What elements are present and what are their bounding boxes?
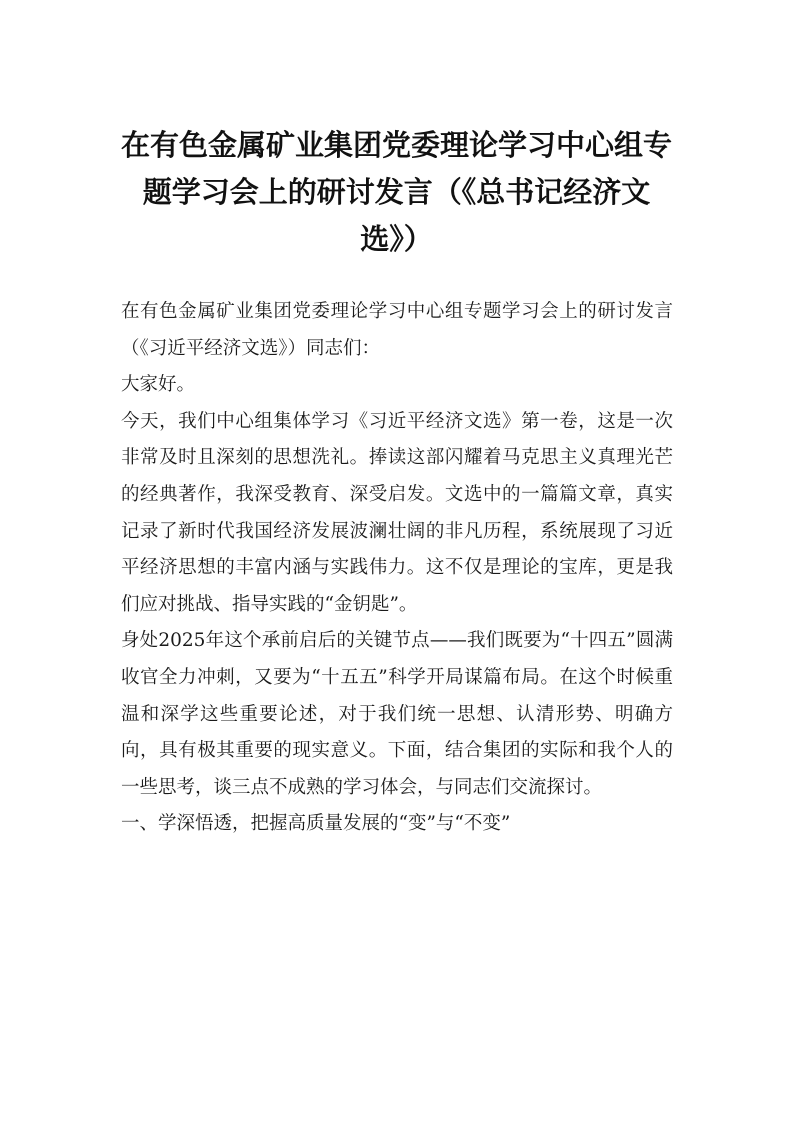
- document-title: 在有色金属矿业集团党委理论学习中心组专题学习会上的研讨发言（《总书记经济文选》）: [120, 128, 672, 256]
- section-heading-1: 一、学深悟透，把握高质量发展的“变”与“不变”: [121, 813, 511, 835]
- paragraph-heading-line: 在有色金属矿业集团党委理论学习中心组专题学习会上的研讨发言（《习近平经济文选》）同志们：: [121, 301, 673, 359]
- paragraph-greeting: 大家好。: [121, 374, 196, 396]
- paragraph-intro: 今天，我们中心组集体学习《习近平经济文选》第一卷，这是一次非常及时且深刻的思想洗礼。捧读这部闪耀着马克思主义真理光芒的经典著作，我深受教育、深受启发。文选中的一篇篇文章，真实记录了新时代我国经济发展波澜壮阔的非凡历程，系统展现了习近平经济思想的丰富内涵与实践伟力。这不仅是理论的宝库，更是我们应对挑战、指导实践的“金钥匙”。: [121, 410, 673, 615]
- paragraph-context: 身处2025年这个承前启后的关键节点——我们既要为“十四五”圆满收官全力冲刺，又要为“十五五”科学开局谋篇布局。在这个时候重温和深学这些重要论述，对于我们统一思想、认清形势、明确方向，具有极其重要的现实意义。下面，结合集团的实际和我个人的一些思考，谈三点不成熟的学习体会，与同志们交流探讨。: [121, 630, 673, 798]
- document-body: [121, 294, 673, 843]
